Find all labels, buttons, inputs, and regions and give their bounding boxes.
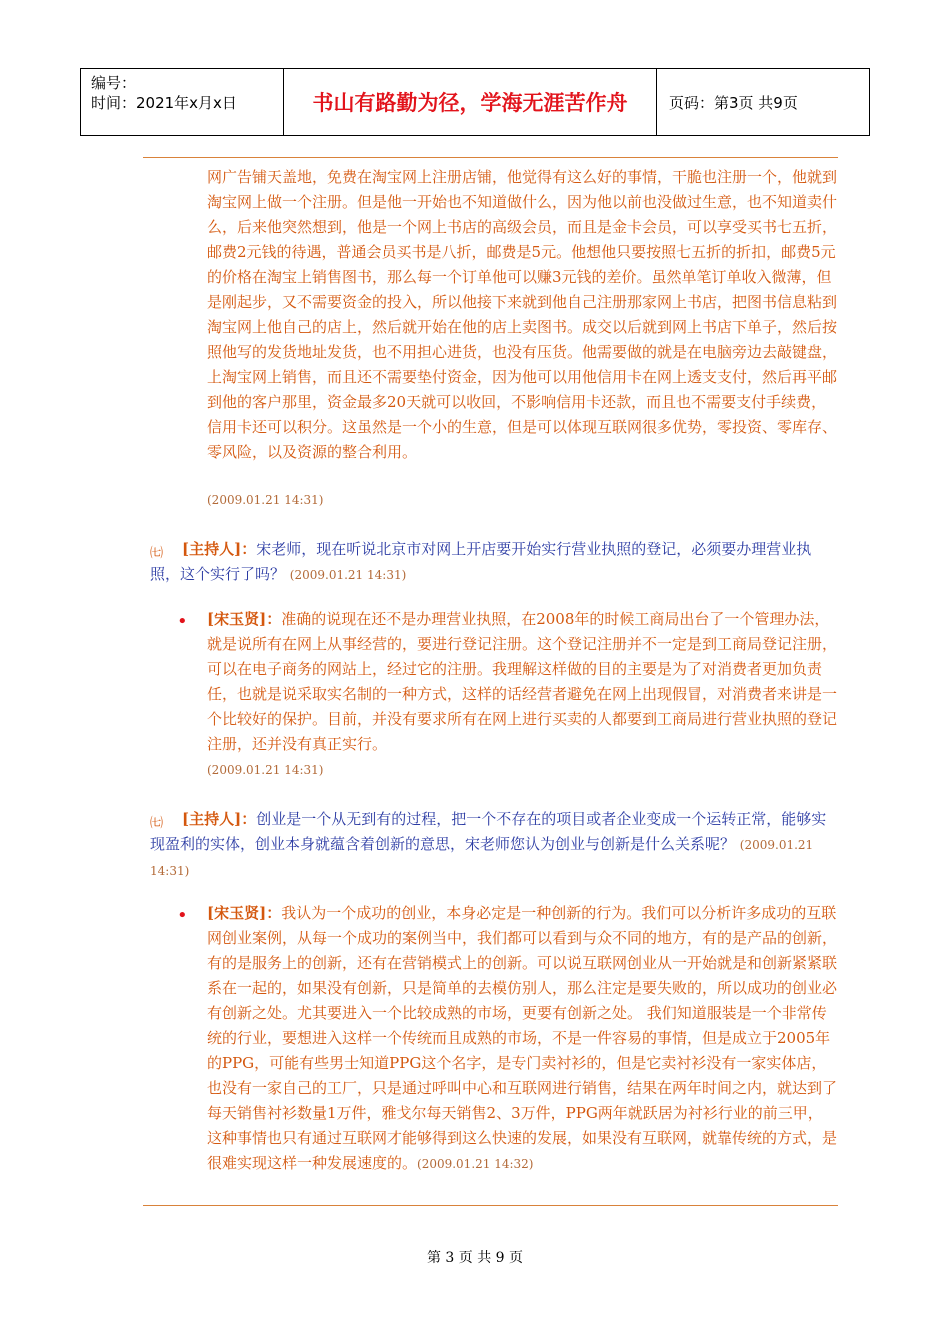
q1-speaker: [主持人]： <box>182 540 257 558</box>
header-page-code: 页码：第3页 共9页 <box>669 93 798 112</box>
a2-paragraph <box>207 901 837 1177</box>
q2-timestamp: (2009.01.21 14:31) <box>150 838 814 878</box>
block1-timestamp: (2009.01.21 14:31) <box>207 493 324 507</box>
q2-paragraph <box>150 807 840 884</box>
header-meta <box>81 69 284 135</box>
a2-text: 我认为一个成功的创业，本身必定是一种创新的行为。我们可以分析许多成功的互联网创业案例，从每一个成功的案例当中，我们都可以看到与众不同的地方，有的是产品的创新，有的是服务上的创新，还有在营销模式上的创新。可以说互联网创业从一开始就是和创新紧紧联系在一起的，如果没有创新，只是简单的去模仿别人，那么注定是要失败的，所以成功的创业必有创新之处。尤其要进入一个比较成熟的市场，更要有创新之处。 我们知道服装是一个非常传统的行业，要想进入这样一个传统而且成熟的市场，不是一件容易的事情，但是成立于2005年的PPG，可能有些男士知道PPG这个名字，是专门卖衬衫的，但是它卖衬衫没有一家实体店，也没有一家自己的工厂，只是通过呼叫中心和互联网进行销售，结果在两年时间之内，就达到了每天销售衬衫数量1万件，雅戈尔每天销售2、3万件，PPG两年就跃居为衬衫行业的前三甲，这种事情也只有通过互联网才能够得到这么快速的发展，如果没有互联网，就靠传统的方式，是很难实现这样一种发展速度的。 <box>207 904 838 1172</box>
block1-paragraph <box>207 165 837 465</box>
page-footer: 第 3 页 共 9 页 <box>426 1250 524 1266</box>
a2-bullet-icon: • <box>177 905 188 926</box>
top-rule <box>143 157 838 158</box>
a1-text: 准确的说现在还不是办理营业执照，在2008年的时候工商局出台了一个管理办法，就是说所有在网上从事经营的，要进行登记注册。这个登记注册并不一定是到工商局登记注册，可以在电子商务的网站上，经过它的注册。我理解这样做的目的主要是为了对消费者更加负责任，也就是说采取实名制的一种方式，这样的话经营者避免在网上出现假冒，对消费者来讲是一个比较好的保护。目前，并没有要求所有在网上进行买卖的人都要到工商局进行营业执照的登记注册，还并没有真正实行。 <box>207 610 838 753</box>
a1-paragraph <box>207 607 837 757</box>
block1-text: 网广告铺天盖地，免费在淘宝网上注册店铺，他觉得有这么好的事情，干脆也注册一个，他就到淘宝网上做一个注册。但是他一开始也不知道做什么，因为他以前也没做过生意，也不知道卖什么，后来他突然想到，他是一个网上书店的高级会员，而且是金卡会员，可以享受买书七五折，邮费2元钱的待遇，普通会员买书是八折，邮费是5元。他想他只要按照七五折的折扣，邮费5元的价格在淘宝上销售图书，那么每一个订单他可以赚3元钱的差价。虽然单笔订单收入微薄，但是刚起步，又不需要资金的投入，所以他接下来就到他自己注册那家网上书店，把图书信息粘到淘宝网上他自己的店上，然后就开始在他的店上卖图书。成交以后就到网上书店下单子，然后按照他写的发货地址发货，也不用担心进货，也没有压货。他需要做的就是在电脑旁边去敲键盘，上淘宝网上销售，而且还不需要垫付资金，因为他可以用他信用卡在网上透支支付，然后再平邮到他的客户那里，资金最多20天就可以收回，不影响信用卡还款，而且也不需要支付手续费，信用卡还可以积分。这虽然是一个小的生意，但是可以体现互联网很多优势，零投资、零库存、零风险，以及资源的整合利用。 <box>207 168 838 461</box>
page-header <box>80 68 870 136</box>
q2-marker-icon: ㈦ <box>150 816 164 831</box>
q2-text: 创业是一个从无到有的过程，把一个不存在的项目或者企业变成一个运转正常，能够实现盈利的实体，创业本身就蕴含着创新的意思，宋老师您认为创业与创新是什么关系呢？ <box>150 810 827 853</box>
a2-timestamp: (2009.01.21 14:32) <box>417 1157 534 1171</box>
a1-bullet-icon: • <box>177 611 188 632</box>
a2-speaker: [宋玉贤]： <box>207 904 282 922</box>
q1-text: 宋老师，现在听说北京市对网上开店要开始实行营业执照的登记，必须要办理营业执照，这个实行了吗？ <box>150 540 812 583</box>
serial-label: 编号： <box>91 74 137 92</box>
bottom-rule <box>143 1205 838 1206</box>
q2-speaker: [主持人]： <box>182 810 257 828</box>
q1-paragraph <box>150 537 840 588</box>
a1-timestamp: (2009.01.21 14:31) <box>207 763 324 777</box>
a1-speaker: [宋玉贤]： <box>207 610 282 628</box>
q1-timestamp: (2009.01.21 14:31) <box>289 568 407 582</box>
time-label: 时间：2021年x月x日 <box>91 94 237 112</box>
header-motto: 书山有路勤为径，学海无涯苦作舟 <box>284 69 657 135</box>
q1-marker-icon: ㈦ <box>150 546 164 561</box>
